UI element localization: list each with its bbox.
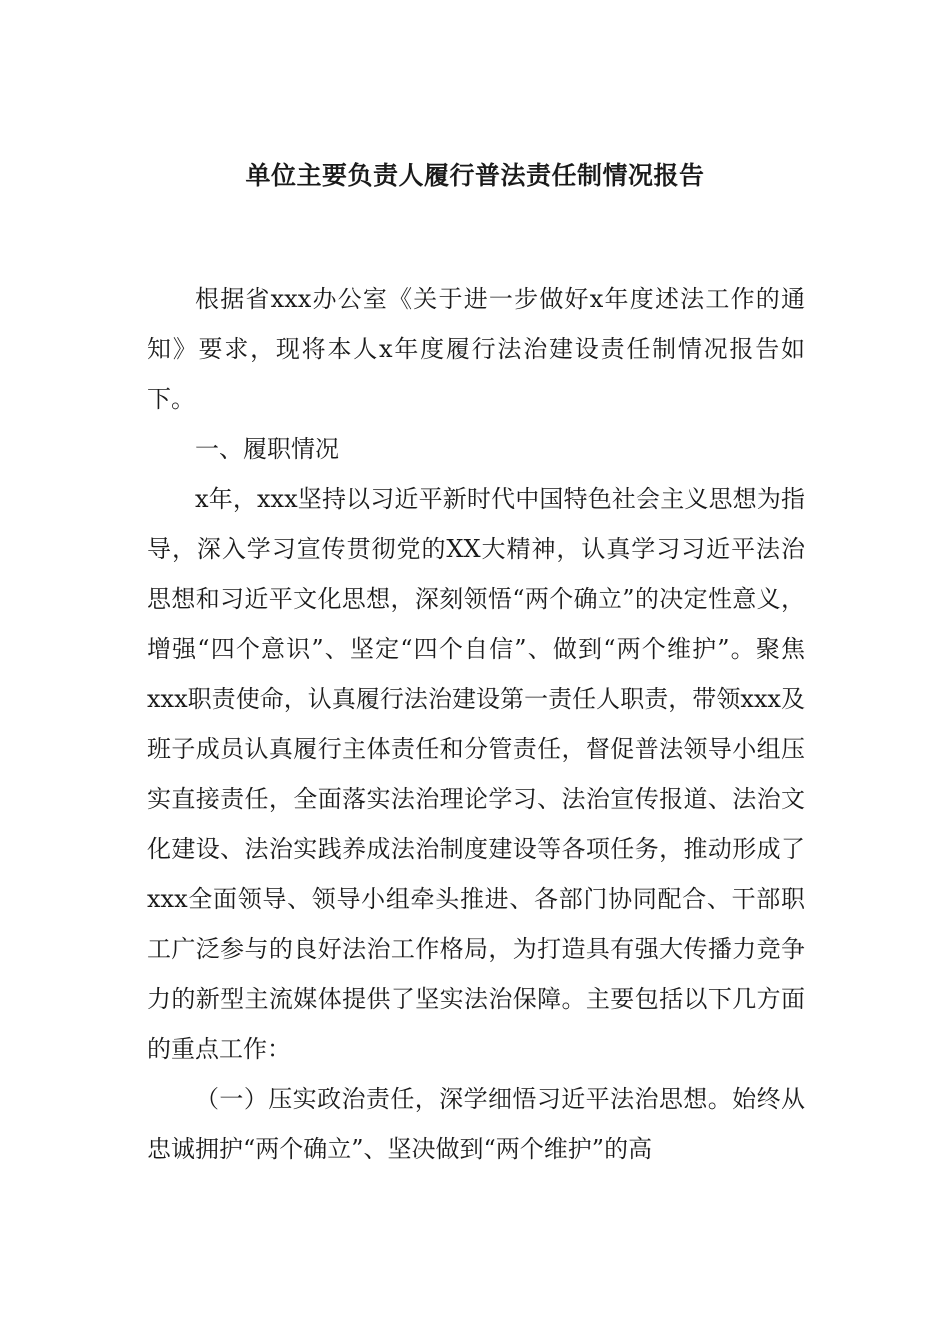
section-heading-performance: 一、履职情况: [195, 435, 339, 463]
document-body: [147, 274, 805, 1174]
paragraph-overview: x年，xxx坚持以习近平新时代中国特色社会主义思想为指导，深入学习宣传贯彻党的XX大精神，认真学习习近平法治思想和习近平文化思想，深刻领悟“两个确立”的决定性意义，增强“四个意识”、坚定“四个自信”、做到“两个维护”。聚焦xxx职责使命，认真履行法治建设第一责任人职责，带领xxx及班子成员认真履行主体责任和分管责任，督促普法领导小组压实直接责任，全面落实法治理论学习、法治宣传报道、法治文化建设、法治实践养成法治制度建设等各项任务，推动形成了xxx全面领导、领导小组牵头推进、各部门协同配合、干部职工广泛参与的良好法治工作格局，为打造具有强大传播力竞争力的新型主流媒体提供了坚实法治保障。主要包括以下几方面的重点工作：: [147, 485, 805, 1063]
paragraph-intro: 根据省xxx办公室《关于进一步做好x年度述法工作的通知》要求，现将本人x年度履行法治建设责任制情况报告如下。: [147, 285, 805, 413]
paragraph-subsection-one: （一）压实政治责任，深学细悟习近平法治思想。始终从忠诚拥护“两个确立”、坚决做到“两个维护”的高: [147, 1085, 805, 1163]
document-title: 单位主要负责人履行普法责任制情况报告: [245, 161, 705, 190]
